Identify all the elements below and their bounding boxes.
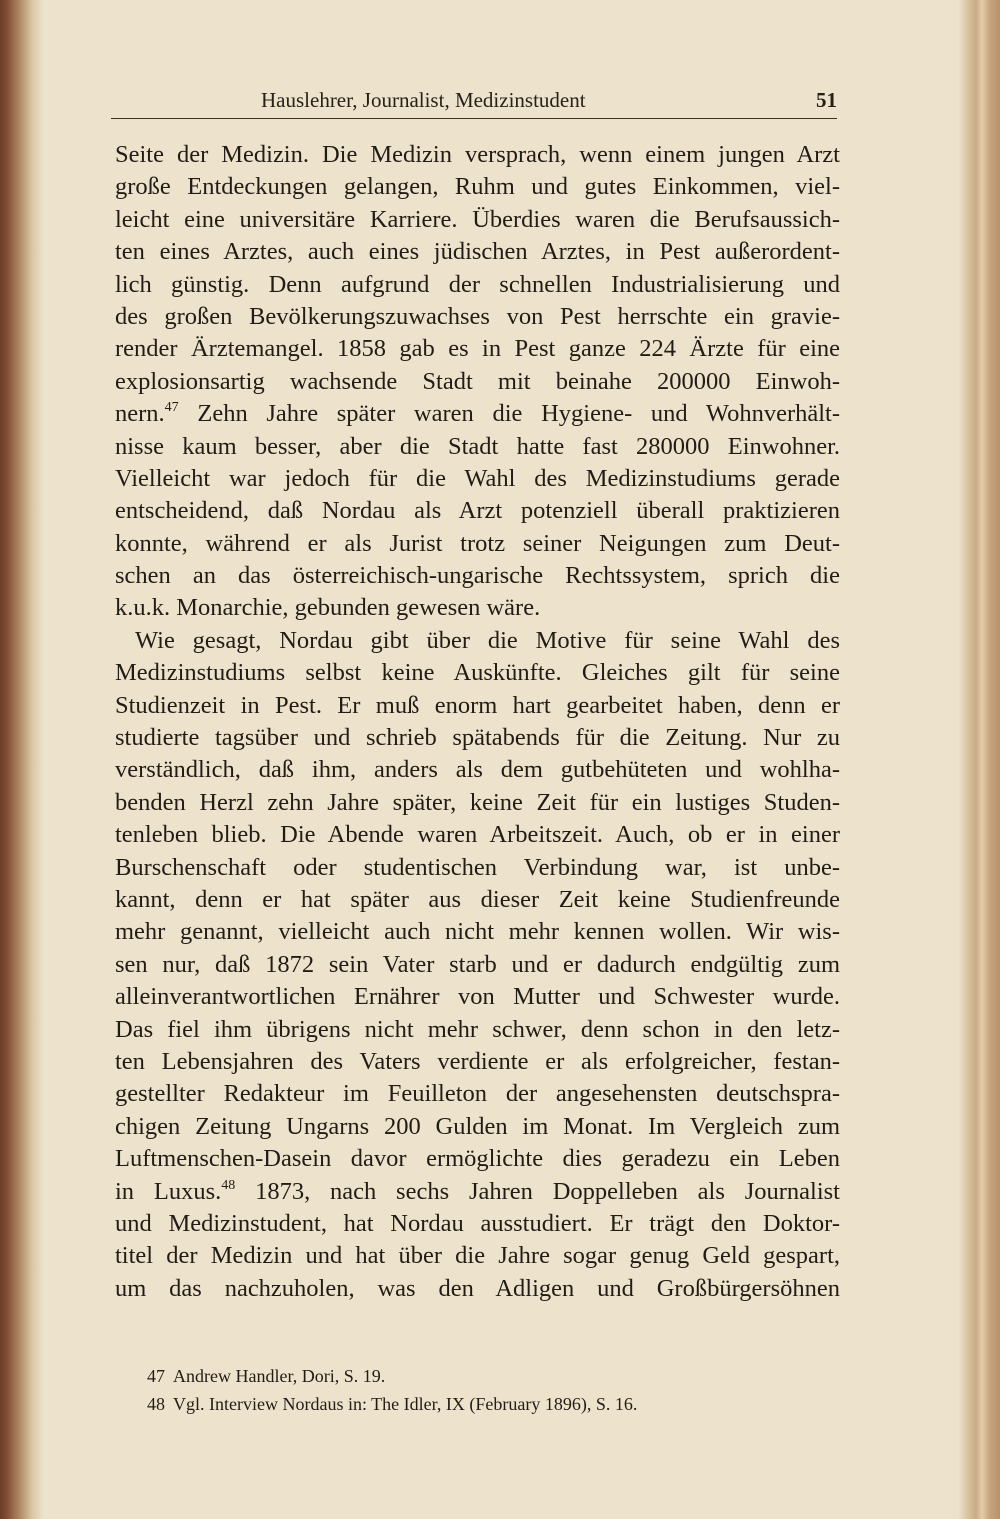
footnotes [147,1362,847,1418]
text-line: Burschenschaft oder studentischen Verbindung war, ist unbe- [115,853,840,881]
text-line: studierte tagsüber und schrieb spätabends für die Zeitung. Nur zu [115,724,840,752]
text-line: chigen Zeitung Ungarns 200 Gulden im Monat. Im Vergleich zum [115,1112,840,1140]
page-edges [958,0,1000,1519]
text-line: nisse kaum besser, aber die Stadt hatte fast 280000 Einwohner. [115,432,840,460]
footnote-number: 48 [147,1394,165,1414]
footnote-ref-47: 47 [164,400,179,416]
text-line: titel der Medizin und hat über die Jahre sogar genug Geld gespart, [115,1242,840,1270]
text-segment: in Luxus. [115,1177,222,1205]
body-text [115,139,840,1305]
text-line: ten eines Arztes, auch eines jüdischen Arztes, in Pest außerordent- [115,238,840,266]
text-segment: Zehn Jahre später waren die Hygiene- und Wohnverhält- [178,400,840,428]
text-line: explosionsartig wachsende Stadt mit beinahe 200000 Einwoh- [115,367,840,395]
text-line: ten Lebensjahren des Vaters verdiente er als erfolgreicher, festan- [115,1047,840,1075]
footnote-47 [147,1362,847,1390]
text-line: Wie gesagt, Nordau gibt über die Motive für seine Wahl des [135,626,840,654]
text-line: um das nachzuholen, was den Adligen und Großbürgersöhnen [115,1274,840,1302]
footnote-48 [147,1390,847,1418]
page-header [111,88,837,119]
text-line: sen nur, daß 1872 sein Vater starb und er dadurch endgültig zum [115,950,840,978]
text-line: Studienzeit in Pest. Er muß enorm hart gearbeitet haben, denn er [115,691,840,719]
text-line: kannt, denn er hat später aus dieser Zeit keine Studienfreunde [115,885,840,913]
text-line: Medizinstudiums selbst keine Auskünfte. Gleiches gilt für seine [115,659,840,687]
text-line: lich günstig. Denn aufgrund der schnellen Industrialisierung und [115,270,840,298]
text-line: schen an das österreichisch-ungarische Rechtssystem, sprich die [115,562,840,590]
text-line: verständlich, daß ihm, anders als dem gutbehüteten und wohlha- [115,756,840,784]
running-title: Hauslehrer, Journalist, Medizinstudent [261,88,586,112]
text-line: leicht eine universitäre Karriere. Überdies waren die Berufsaussich- [115,205,840,233]
text-line: Das fiel ihm übrigens nicht mehr schwer, denn schon in den letz- [115,1015,840,1043]
text-line: Luftmenschen-Dasein davor ermöglichte dies geradezu ein Leben [115,1145,840,1173]
text-line [115,1176,840,1208]
footnote-ref-48: 48 [221,1177,236,1193]
text-segment: nern. [115,400,165,428]
text-line: mehr genannt, vielleicht auch nicht mehr kennen wollen. Wir wis- [115,918,840,946]
text-line: Vielleicht war jedoch für die Wahl des Medizinstudiums gerade [115,464,840,492]
text-line: große Entdeckungen gelangen, Ruhm und gutes Einkommen, viel- [115,173,840,201]
book-binding-shadow [0,0,44,1519]
text-line: Seite der Medizin. Die Medizin versprach, wenn einem jungen Arzt [115,141,840,168]
page-number: 51 [816,88,837,112]
footnote-number: 47 [147,1366,165,1386]
text-line: gestellter Redakteur im Feuilleton der angesehensten deutschspra- [115,1080,840,1108]
text-line: alleinverantwortlichen Ernährer von Mutter und Schwester wurde. [115,983,840,1011]
text-line: k.u.k. Monarchie, gebunden gewesen wäre. [115,594,541,622]
text-line: benden Herzl zehn Jahre später, keine Zeit für ein lustiges Studen- [115,788,840,816]
footnote-text: Andrew Handler, Dori, S. 19. [173,1366,386,1386]
text-line: des großen Bevölkerungszuwachses von Pest herrschte ein gravie- [115,302,840,330]
text-segment: 1873, nach sechs Jahren Doppelleben als Journalist [235,1177,840,1205]
text-line: tenleben blieb. Die Abende waren Arbeitszeit. Auch, ob er in einer [115,821,840,849]
book-page [44,0,958,1519]
text-line: konnte, während er als Jurist trotz seiner Neigungen zum Deut- [115,529,840,557]
text-line: render Ärztemangel. 1858 gab es in Pest ganze 224 Ärzte für eine [115,335,840,363]
footnote-text: Vgl. Interview Nordaus in: The Idler, IX (February 1896), S. 16. [173,1394,638,1414]
text-line: entscheidend, daß Nordau als Arzt potenziell überall praktizieren [115,497,840,525]
text-line [115,398,840,430]
text-line: und Medizinstudent, hat Nordau ausstudiert. Er trägt den Doktor- [115,1209,840,1237]
